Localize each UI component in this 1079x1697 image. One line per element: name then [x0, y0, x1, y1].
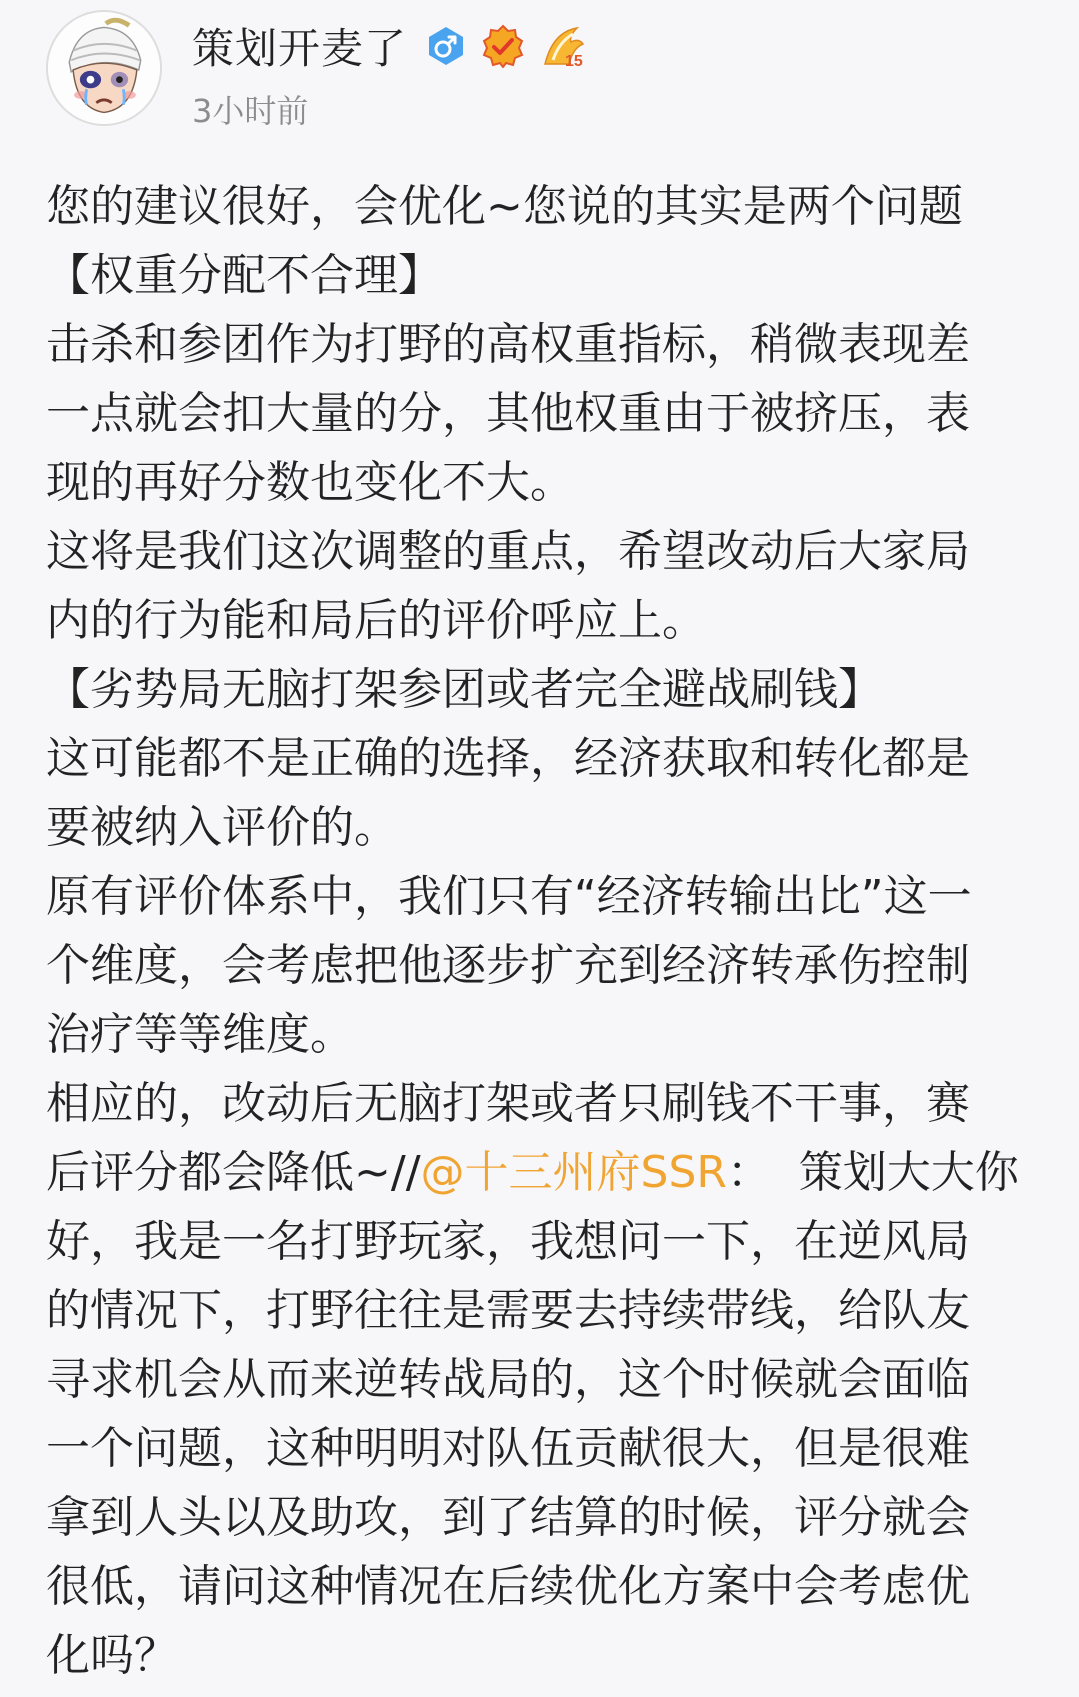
quoted-line: 好，我是一名打野玩家，我想问一下，在逆风局 [46, 1216, 970, 1267]
content-line: 这可能都不是正确的选择，经济获取和转化都是 [46, 733, 970, 784]
content-line: 要被纳入评价的。 [46, 802, 398, 853]
user-mention-link[interactable]: @十三州府SSR [420, 1147, 727, 1198]
avatar[interactable] [46, 10, 162, 126]
quoted-line: 寻求机会从而来逆转战局的，这个时候就会面临 [46, 1354, 970, 1405]
mention-line [46, 1138, 1046, 1207]
quoted-line: 化吗？ [46, 1630, 178, 1681]
content-line: 这将是我们这次调整的重点，希望改动后大家局 [46, 526, 970, 577]
content-line: 【权重分配不合理】 [46, 250, 442, 301]
content-line: 个维度，会考虑把他逐步扩充到经济转承伤控制 [46, 940, 970, 991]
level-badge-icon [539, 24, 587, 68]
post-timestamp: 3小时前 [192, 92, 309, 130]
quoted-line: 一个问题，这种明明对队伍贡献很大，但是很难 [46, 1423, 970, 1474]
post-header [46, 10, 587, 130]
content-line: 【劣势局无脑打架参团或者完全避战刷钱】 [46, 664, 882, 715]
verified-badge-icon [481, 24, 525, 68]
author-name[interactable]: 策划开麦了 [192, 24, 408, 73]
content-line: 治疗等等维度。 [46, 1009, 354, 1060]
content-line: 内的行为能和局后的评价呼应上。 [46, 595, 706, 646]
content-line: 您的建议很好，会优化~您说的其实是两个问题 [46, 181, 963, 232]
content-line: 原有评价体系中，我们只有“经济转输出比”这一 [46, 871, 972, 922]
post-content [46, 172, 1046, 1690]
svg-text:15: 15 [565, 53, 583, 68]
quoted-line: 的情况下，打野往往是需要去持续带线，给队友 [46, 1285, 970, 1336]
quoted-line: 拿到人头以及助攻，到了结算的时候，评分就会 [46, 1492, 970, 1543]
mention-line-prefix: 后评分都会降低~// [46, 1147, 421, 1198]
mention-line-suffix: ： 策划大大你 [726, 1147, 1019, 1198]
content-line: 一点就会扣大量的分，其他权重由于被挤压，表 [46, 388, 970, 439]
author-name-row [192, 16, 587, 76]
content-line: 现的再好分数也变化不大。 [46, 457, 574, 508]
author-meta [192, 10, 587, 132]
content-line: 相应的，改动后无脑打架或者只刷钱不干事，赛 [46, 1078, 970, 1129]
content-line: 击杀和参团作为打野的高权重指标，稍微表现差 [46, 319, 970, 370]
quoted-line: 很低，请问这种情况在后续优化方案中会考虑优 [46, 1561, 970, 1612]
male-gender-icon [425, 25, 467, 67]
avatar-icon [48, 12, 160, 124]
